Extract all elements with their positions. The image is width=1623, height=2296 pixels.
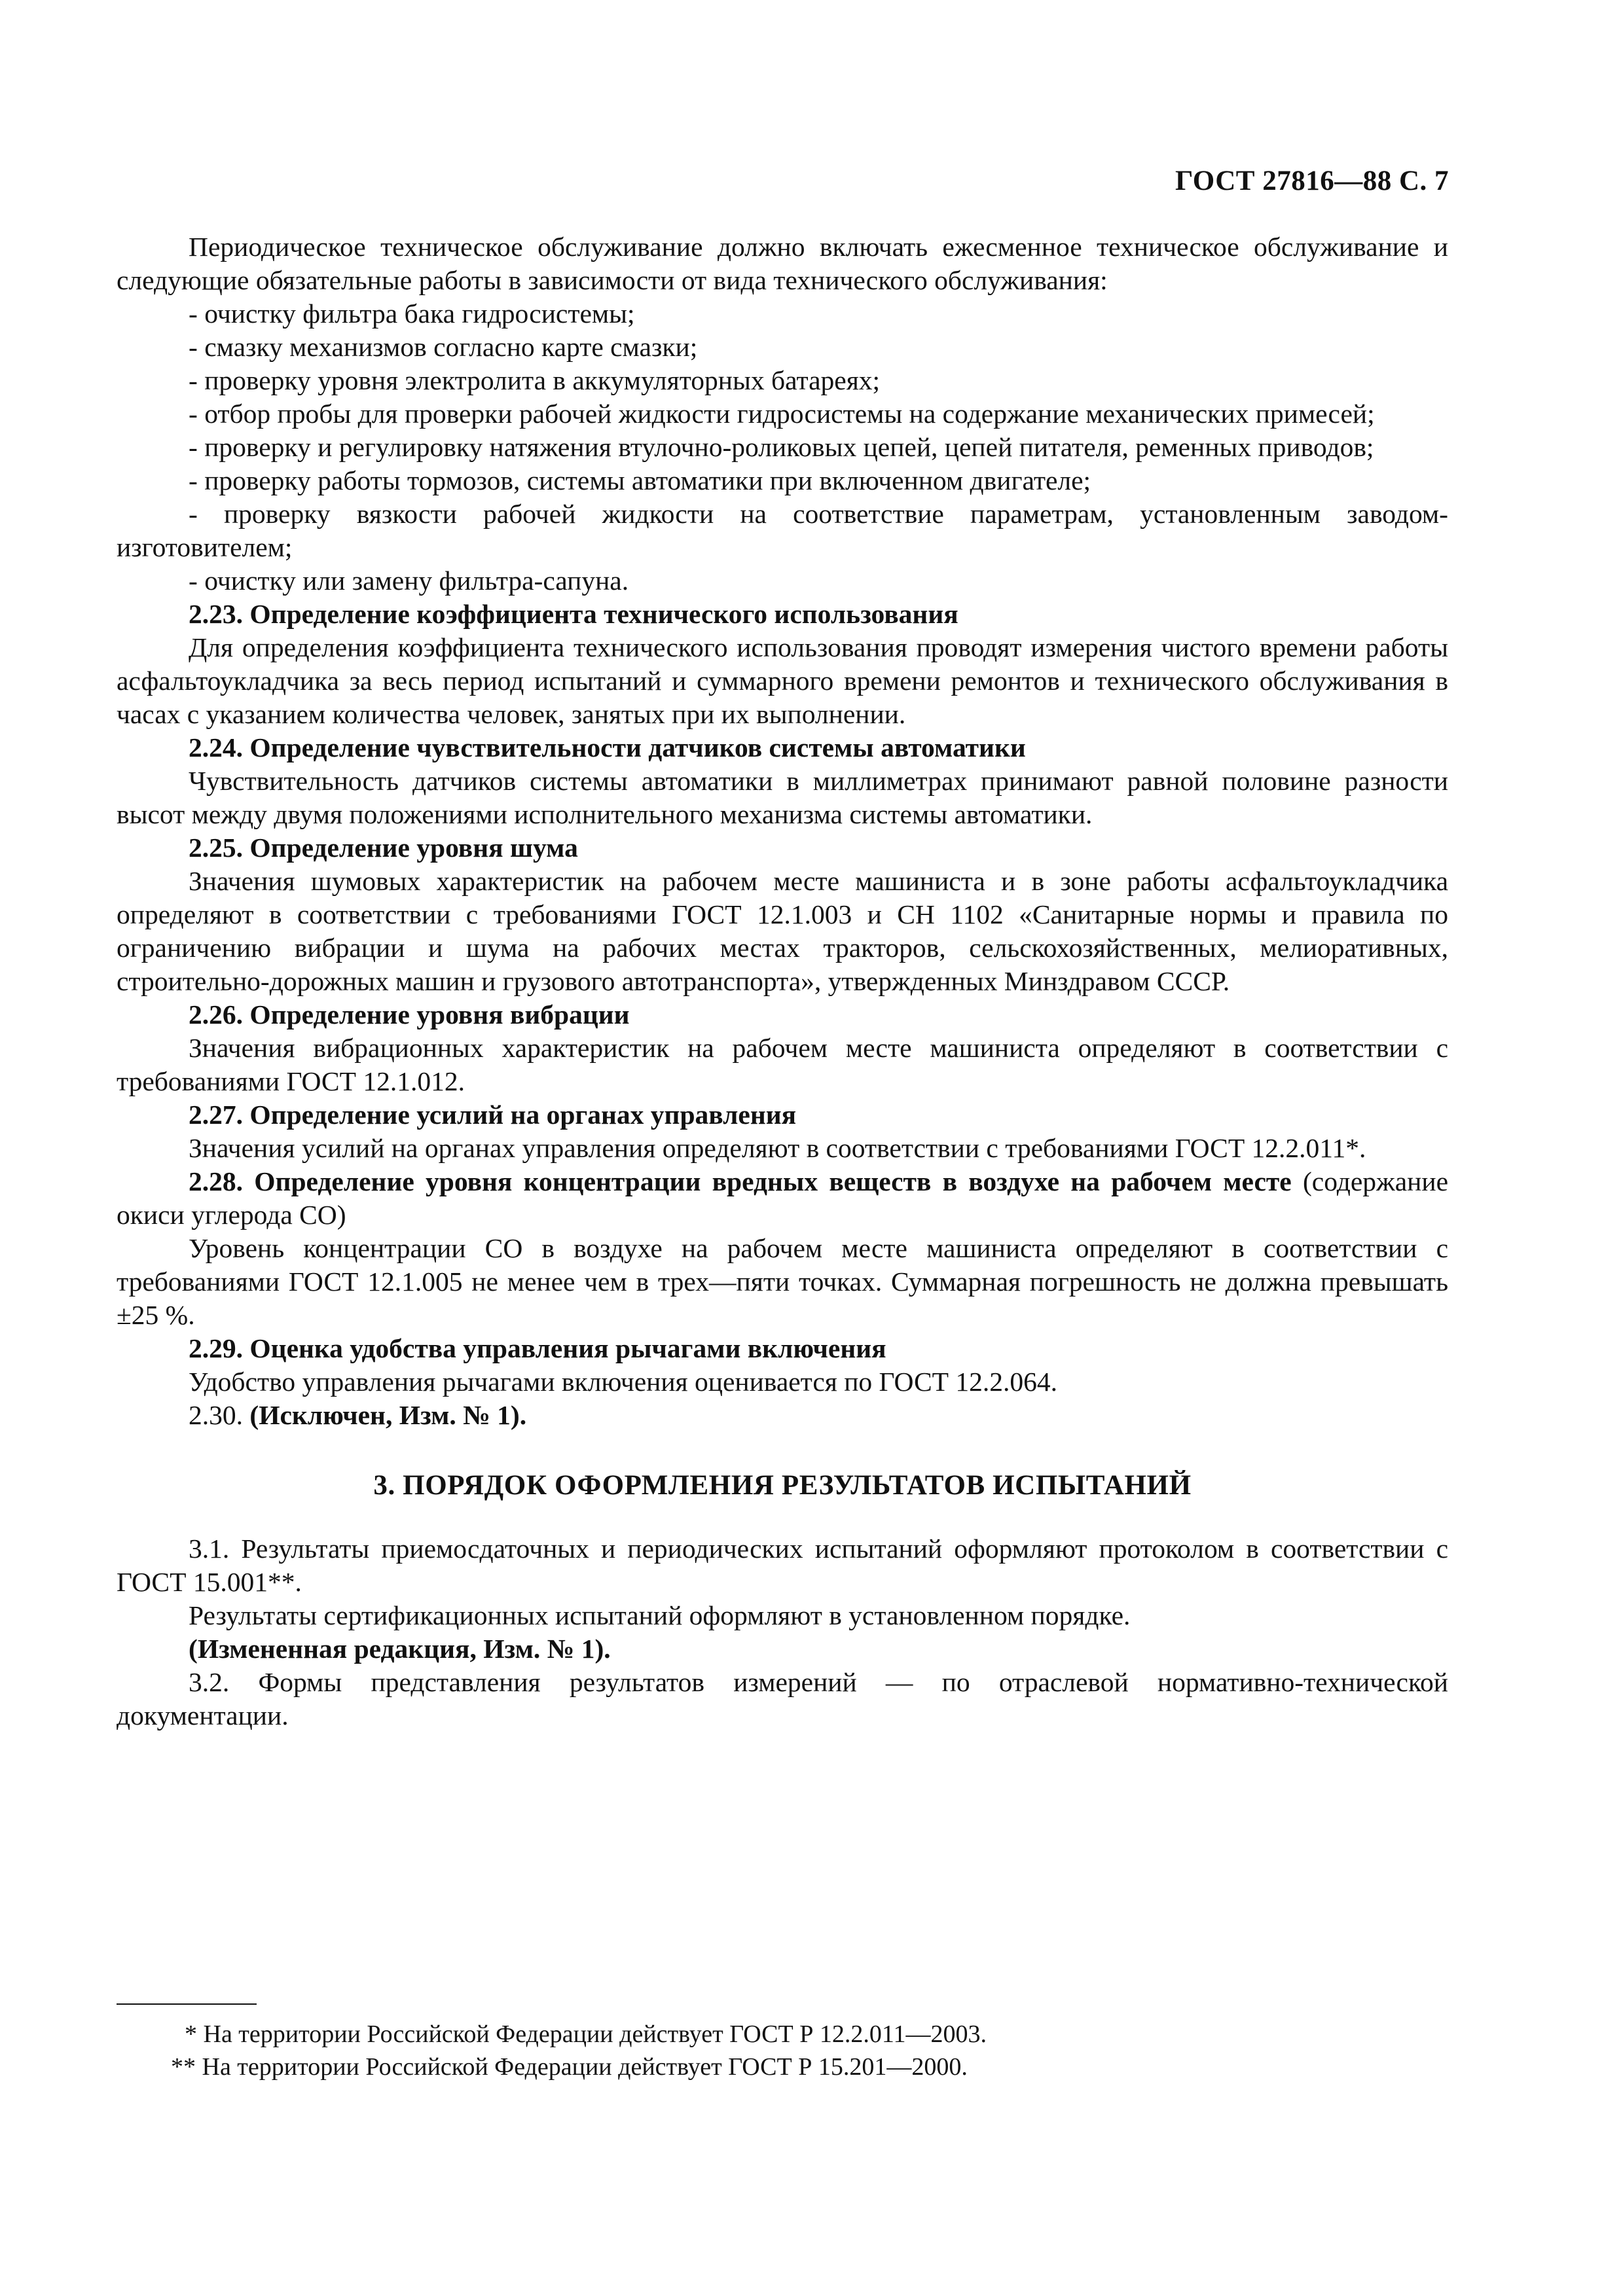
clause-heading-2-28-bold: 2.28. Определение уровня концентрации вредных веществ в воздухе на рабочем месте <box>189 1166 1292 1196</box>
clause-text-2-24: Чувствительность датчиков системы автоматики в миллиметрах принимают равной половине разности высот между двумя положениями исполнительного механизма системы автоматики. <box>117 766 1448 829</box>
list-item: - проверку работы тормозов, системы автоматики при включенном двигателе; <box>189 465 1091 495</box>
clause-heading-2-23: 2.23. Определение коэффициента технического использования <box>189 599 958 629</box>
clause-3-2: 3.2. Формы представления результатов измерений — по отраслевой нормативно-технической документации. <box>117 1667 1448 1731</box>
clause-text-2-27: Значения усилий на органах управления определяют в соответствии с требованиями ГОСТ 12.2.011*. <box>189 1133 1366 1163</box>
list-item: - очистку или замену фильтра-сапуна. <box>189 565 629 596</box>
footnotes <box>117 2018 1448 2083</box>
clause-text-2-28: Уровень концентрации СО в воздухе на рабочем месте машиниста определяют в соответствии с требованиями ГОСТ 12.1.005 не менее чем в трех—пяти точках. Суммарная погрешность не должна превышать ±25 %. <box>117 1233 1448 1330</box>
page-header: ГОСТ 27816—88 С. 7 <box>1175 166 1449 196</box>
list-item: - отбор пробы для проверки рабочей жидкости гидросистемы на содержание механических примесей; <box>189 399 1375 429</box>
footnote-divider <box>117 2003 257 2005</box>
clause-heading-2-28-tail: (содержание окиси углерода СО) <box>117 1166 1448 1230</box>
document-body <box>117 230 1448 1732</box>
clause-2-30 <box>117 1399 1448 1432</box>
amendment-note: (Измененная редакция, Изм. № 1). <box>189 1634 611 1664</box>
list-item: - смазку механизмов согласно карте смазки; <box>189 332 698 362</box>
clause-heading-2-28 <box>117 1165 1448 1232</box>
list-item: - проверку вязкости рабочей жидкости на соответствие параметрам, установленным заводом-изготовителем; <box>117 499 1448 562</box>
footnote-1: * На территории Российской Федерации действует ГОСТ Р 12.2.011—2003. <box>185 2020 987 2048</box>
clause-2-30-text: (Исключен, Изм. № 1). <box>249 1400 527 1430</box>
clause-text-2-25: Значения шумовых характеристик на рабочем месте машиниста и в зоне работы асфальтоукладчика определяют в соответствии с требованиями ГОСТ 12.1.003 и СН 1102 «Санитарные нормы и правила по ограничению вибрации и шума на рабочих местах тракторов, сельскохозяйственных, мелиоративных, строительно-дорожных машин и грузового автотранспорта», утвержденных Минздравом СССР. <box>117 866 1448 996</box>
clause-heading-2-29: 2.29. Оценка удобства управления рычагами включения <box>189 1333 886 1363</box>
clause-heading-2-27: 2.27. Определение усилий на органах управления <box>189 1100 797 1130</box>
clause-text-2-29: Удобство управления рычагами включения оценивается по ГОСТ 12.2.064. <box>189 1367 1058 1397</box>
section-3-title: 3. ПОРЯДОК ОФОРМЛЕНИЯ РЕЗУЛЬТАТОВ ИСПЫТАНИЙ <box>373 1470 1192 1501</box>
clause-text-2-26: Значения вибрационных характеристик на рабочем месте машиниста определяют в соответствии с требованиями ГОСТ 12.1.012. <box>117 1033 1448 1096</box>
clause-2-30-number: 2.30. <box>189 1400 250 1430</box>
clause-text-2-23: Для определения коэффициента технического использования проводят измерения чистого времени работы асфальтоукладчика за весь период испытаний и суммарного времени ремонтов и технического обслуживания в часах с указанием количества человек, занятых при их выполнении. <box>117 632 1448 729</box>
list-item: - проверку уровня электролита в аккумуляторных батареях; <box>189 365 881 395</box>
clause-3-1: 3.1. Результаты приемосдаточных и периодических испытаний оформляют протоколом в соответствии с ГОСТ 15.001**. <box>117 1534 1448 1597</box>
intro-paragraph: Периодическое техническое обслуживание должно включать ежесменное техническое обслуживание и следующие обязательные работы в зависимости от вида технического обслуживания: <box>117 232 1448 295</box>
clause-heading-2-25: 2.25. Определение уровня шума <box>189 833 578 863</box>
clause-3-1-certification: Результаты сертификационных испытаний оформляют в установленном порядке. <box>189 1600 1131 1630</box>
list-item: - очистку фильтра бака гидросистемы; <box>189 298 635 329</box>
clause-heading-2-26: 2.26. Определение уровня вибрации <box>189 999 630 1030</box>
list-item: - проверку и регулировку натяжения втулочно-роликовых цепей, цепей питателя, ременных приводов; <box>189 432 1374 462</box>
clause-heading-2-24: 2.24. Определение чувствительности датчиков системы автоматики <box>189 732 1026 762</box>
footnote-2: ** На территории Российской Федерации действует ГОСТ Р 15.201—2000. <box>171 2053 968 2081</box>
